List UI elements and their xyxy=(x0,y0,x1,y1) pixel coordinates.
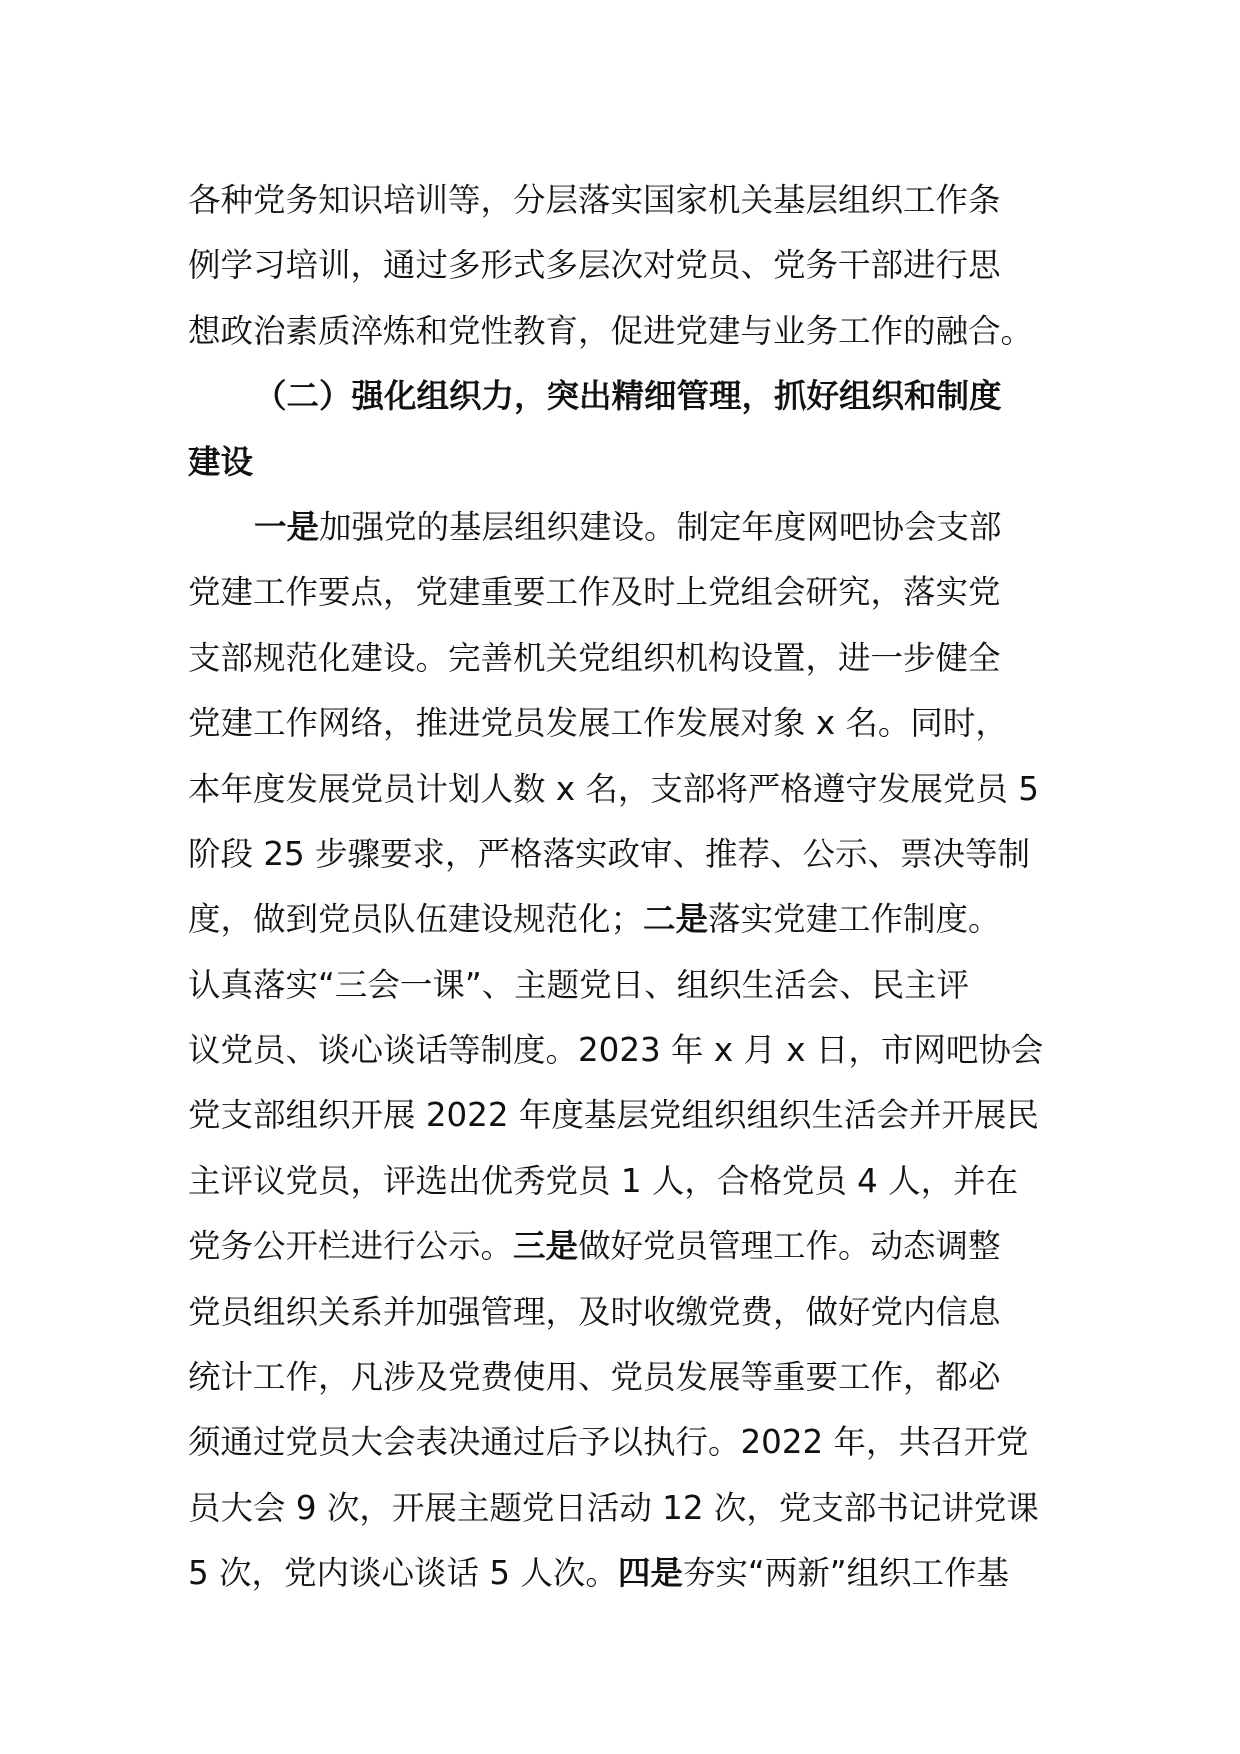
text-line xyxy=(188,1541,1058,1606)
text-line: 例学习培训，通过多形式多层次对党员、党务干部进行思 xyxy=(188,246,1001,285)
text-span: 加强党的基层组织建设。制定年度网吧协会支部 xyxy=(319,507,1002,546)
text-line: 党建工作要点，党建重要工作及时上党组会研究，落实党 xyxy=(188,573,1001,612)
text-line xyxy=(188,1214,1058,1279)
item-marker-one: 一是 xyxy=(254,507,320,546)
text-line: 主评议党员，评选出优秀党员 1 人，合格党员 4 人，并在 xyxy=(188,1161,1019,1200)
text-line: 认真落实“三会一课”、主题党日、组织生活会、民主评 xyxy=(188,965,970,1004)
text-span: 做好党员管理工作。动态调整 xyxy=(578,1227,1001,1266)
text-line: 支部规范化建设。完善机关党组织机构设置，进一步健全 xyxy=(188,638,1001,677)
text-line: 员大会 9 次，开展主题党日活动 12 次，党支部书记讲党课 xyxy=(188,1488,1039,1527)
item-marker-two: 二是 xyxy=(643,900,709,939)
text-line: 党员组织关系并加强管理，及时收缴党费，做好党内信息 xyxy=(188,1292,1001,1331)
document-body xyxy=(188,168,1058,1607)
section-heading-continued: 建设 xyxy=(188,442,254,481)
paragraph-first-line xyxy=(188,495,1058,560)
text-line: 党建工作网络，推进党员发展工作发展对象 x 名。同时， xyxy=(188,704,1008,743)
text-line: 统计工作，凡涉及党费使用、党员发展等重要工作，都必 xyxy=(188,1358,1001,1397)
text-line xyxy=(188,887,1058,952)
text-line: 阶段 25 步骤要求，严格落实政审、推荐、公示、票决等制 xyxy=(188,834,1031,873)
text-line: 议党员、谈心谈话等制度。2023 年 x 月 x 日，市网吧协会 xyxy=(188,1031,1044,1070)
text-line: 各种党务知识培训等，分层落实国家机关基层组织工作条 xyxy=(188,181,1001,219)
text-line: 须通过党员大会表决通过后予以执行。2022 年，共召开党 xyxy=(188,1423,1029,1462)
text-span: 度，做到党员队伍建设规范化； xyxy=(188,900,644,939)
text-span: 落实党建工作制度。 xyxy=(708,900,1001,939)
text-span: 夯实“两新”组织工作基 xyxy=(682,1554,1010,1593)
text-line: 本年度发展党员计划人数 x 名，支部将严格遵守发展党员 5 xyxy=(188,769,1039,808)
item-marker-three: 三是 xyxy=(513,1227,579,1266)
text-line: 想政治素质淬炼和党性教育，促进党建与业务工作的融合。 xyxy=(188,311,1034,350)
text-span: 5 次，党内谈心谈话 5 人次。 xyxy=(188,1554,618,1593)
item-marker-four: 四是 xyxy=(617,1554,683,1593)
text-line: 党支部组织开展 2022 年度基层党组织组织生活会并开展民 xyxy=(188,1096,1039,1135)
section-heading: （二）强化组织力，突出精细管理，抓好组织和制度 xyxy=(254,377,1002,416)
text-span: 党务公开栏进行公示。 xyxy=(188,1227,514,1266)
